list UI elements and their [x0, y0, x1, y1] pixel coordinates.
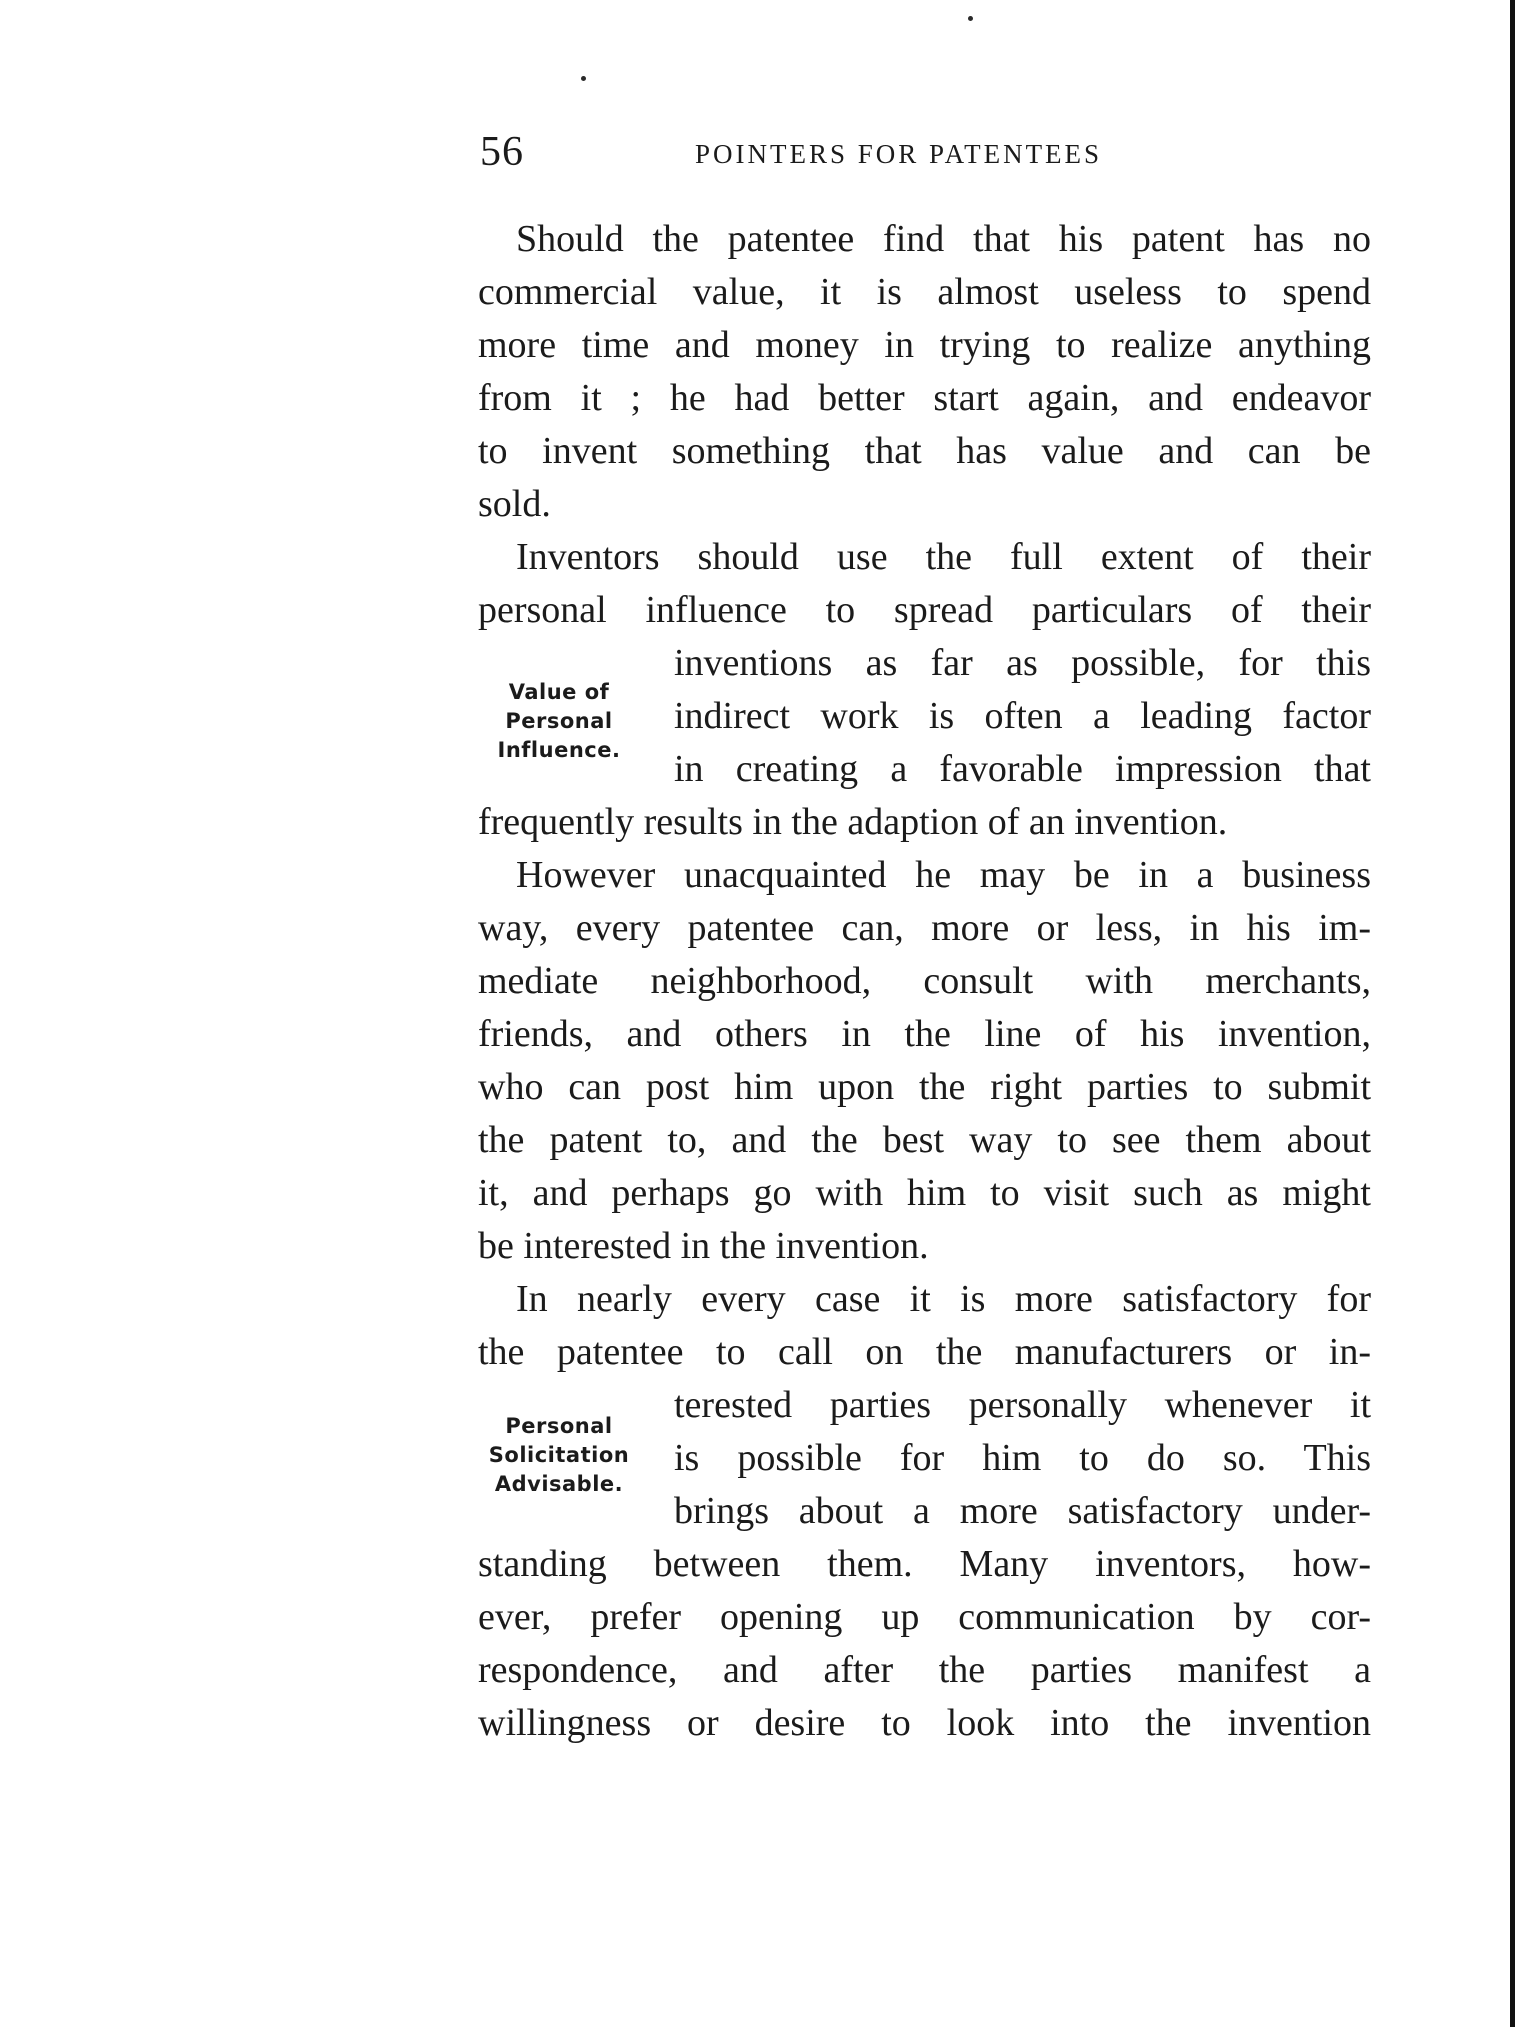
body-line: the patentee to call on the manufacturers or in- [478, 1331, 1371, 1373]
body-line: the patent to, and the best way to see them about [478, 1119, 1371, 1161]
body-line: sold. [478, 483, 551, 525]
sidenote-value-of-personal-influence [484, 678, 634, 765]
body-line: ever, prefer opening up communication by cor- [478, 1596, 1371, 1638]
body-line: willingness or desire to look into the invention [478, 1702, 1371, 1744]
body-line: way, every patentee can, more or less, in his im- [478, 907, 1371, 949]
body-line: frequently results in the adaption of an invention. [478, 801, 1228, 843]
sidenote-personal-solicitation-advisable [484, 1412, 634, 1499]
body-line: who can post him upon the right parties to submit [478, 1066, 1371, 1108]
sidenote-line: Influence. [497, 738, 621, 762]
body-line: standing between them. Many inventors, how- [478, 1543, 1371, 1585]
body-line: commercial value, it is almost useless to spend [478, 271, 1371, 313]
sidenote-line: Personal [505, 709, 613, 733]
body-line: is possible for him to do so. This [674, 1437, 1371, 1479]
ink-speck [968, 16, 973, 21]
body-line: friends, and others in the line of his invention, [478, 1013, 1371, 1055]
body-line: indirect work is often a leading factor [674, 695, 1371, 737]
page-edge-rule [1510, 0, 1515, 2027]
sidenote-line: Advisable. [494, 1472, 624, 1496]
body-line: Inventors should use the full extent of their [516, 536, 1371, 578]
sidenote-line: Personal [505, 1414, 613, 1438]
body-line: respondence, and after the parties manifest a [478, 1649, 1371, 1691]
body-text [478, 213, 1371, 1750]
sidenote-line: Value of [508, 680, 610, 704]
body-line: mediate neighborhood, consult with merchants, [478, 960, 1371, 1002]
body-line: However unacquainted he may be in a business [516, 854, 1371, 896]
body-line: inventions as far as possible, for this [674, 642, 1371, 684]
body-line: In nearly every case it is more satisfactory for [516, 1278, 1371, 1320]
body-line: in creating a favorable impression that [674, 748, 1371, 790]
body-line: be interested in the invention. [478, 1225, 929, 1267]
sidenote-line: Solicitation [488, 1443, 630, 1467]
body-line: to invent something that has value and can be [478, 430, 1371, 472]
body-line: more time and money in trying to realize anything [478, 324, 1371, 366]
body-line: terested parties personally whenever it [674, 1384, 1371, 1426]
body-line: personal influence to spread particulars of their [478, 589, 1371, 631]
body-line: from it ; he had better start again, and endeavor [478, 377, 1371, 419]
running-head [480, 128, 1400, 176]
body-line: brings about a more satisfactory under- [674, 1490, 1371, 1532]
body-line: it, and perhaps go with him to visit such as might [478, 1172, 1371, 1214]
running-title: POINTERS FOR PATENTEES [695, 139, 1103, 169]
page-number: 56 [480, 129, 524, 175]
ink-speck [581, 76, 586, 81]
body-line: Should the patentee find that his patent has no [516, 218, 1371, 260]
